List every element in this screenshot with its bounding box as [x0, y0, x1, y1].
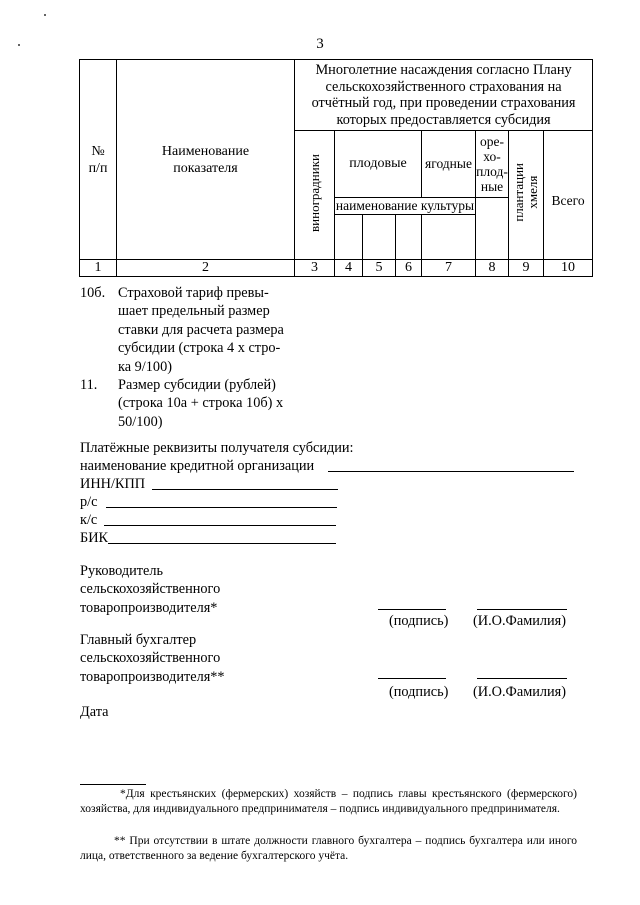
subsidy-table: [79, 59, 593, 277]
header-crop-name: наименование культуры: [335, 198, 475, 213]
col-number: 5: [363, 260, 396, 277]
payment-title: Платёжные реквизиты получателя субсидии:: [80, 440, 354, 456]
inn-field-line: [152, 489, 338, 490]
row-number: 11.: [80, 377, 98, 394]
bank-label: наименование кредитной организации: [80, 458, 315, 474]
rs-field-line: [106, 507, 337, 508]
table-row: [80, 376, 380, 431]
col-number: 7: [422, 260, 476, 277]
bank-field-line: [328, 471, 574, 472]
header-total: Всего: [544, 131, 593, 260]
col-number: 4: [335, 260, 363, 277]
row-text: Страховой тариф превы- шает предельный размер ставки для расчета размера субсидии (строка 4 х стро- ка 9/100): [118, 285, 284, 375]
head-signature-line: [378, 609, 446, 610]
column-number-row: [80, 260, 593, 277]
header-vineyards: виноградники: [295, 131, 335, 260]
header-fruit: плодовые: [335, 131, 422, 198]
col-number: 8: [476, 260, 509, 277]
blank-cell: [396, 215, 422, 260]
accountant-signature-line: [378, 678, 446, 679]
header-indicator-name: Наименование показателя: [117, 60, 295, 260]
accountant-signatory: Главный бухгалтер сельскохозяйственного товаропроизводителя**: [80, 632, 225, 685]
inn-label: ИНН/КПП: [80, 476, 146, 492]
col-number: 2: [117, 260, 295, 277]
row-text: Размер субсидии (рублей) (строка 10а + строка 10б) х 50/100): [118, 377, 284, 430]
head-signature-caption: (подпись): [389, 613, 449, 629]
date-label: Дата: [80, 704, 109, 720]
speck-mark: [44, 14, 46, 16]
col-number: 6: [396, 260, 422, 277]
col-number: 3: [295, 260, 335, 277]
page-number: 3: [316, 36, 324, 52]
blank-cell: [363, 215, 396, 260]
table-rows: [80, 284, 380, 431]
head-signatory: Руководитель сельскохозяйственного товаропроизводителя*: [80, 563, 221, 616]
rs-label: р/с: [80, 494, 98, 510]
head-name-caption: (И.О.Фамилия): [473, 613, 567, 629]
table-row: [80, 284, 380, 376]
accountant-name-caption: (И.О.Фамилия): [473, 684, 567, 700]
footnote-2: ** При отсутствии в штате должности главного бухгалтера – подпись бухгалтера или иного лица, ответственного за ведение бухгалтерского учёта.: [80, 835, 577, 863]
bik-field-line: [108, 543, 336, 544]
ks-field-line: [104, 525, 336, 526]
col-number: 9: [509, 260, 544, 277]
col-number: 10: [544, 260, 593, 277]
blank-cell: [335, 215, 363, 260]
footnote-divider: [80, 784, 146, 785]
bik-label: БИК: [80, 530, 109, 546]
row-number: 10б.: [80, 285, 106, 301]
ks-label: к/с: [80, 512, 98, 528]
header-num: № п/п: [80, 60, 117, 260]
accountant-name-line: [477, 678, 567, 679]
header-berry: ягодные: [422, 131, 476, 198]
header-perennial-plantings: Многолетние насаждения согласно Плану сельскохозяйственного страхования на отчётный год, при проведении страхования которых предоставляется субсидия: [295, 60, 593, 131]
head-name-line: [477, 609, 567, 610]
blank-cell: [422, 215, 476, 260]
footnote-1: *Для крестьянских (фермерских) хозяйств – подпись главы крестьянского (фермерского) хозяйства, для индивидуального предпринимателя – подпись индивидуального предпринимателя.: [80, 788, 577, 816]
header-hops: плантации хмеля: [509, 131, 544, 260]
accountant-signature-caption: (подпись): [389, 684, 449, 700]
header-nut: оре- хо- плод- ные: [476, 131, 509, 198]
col-number: 1: [80, 260, 117, 277]
